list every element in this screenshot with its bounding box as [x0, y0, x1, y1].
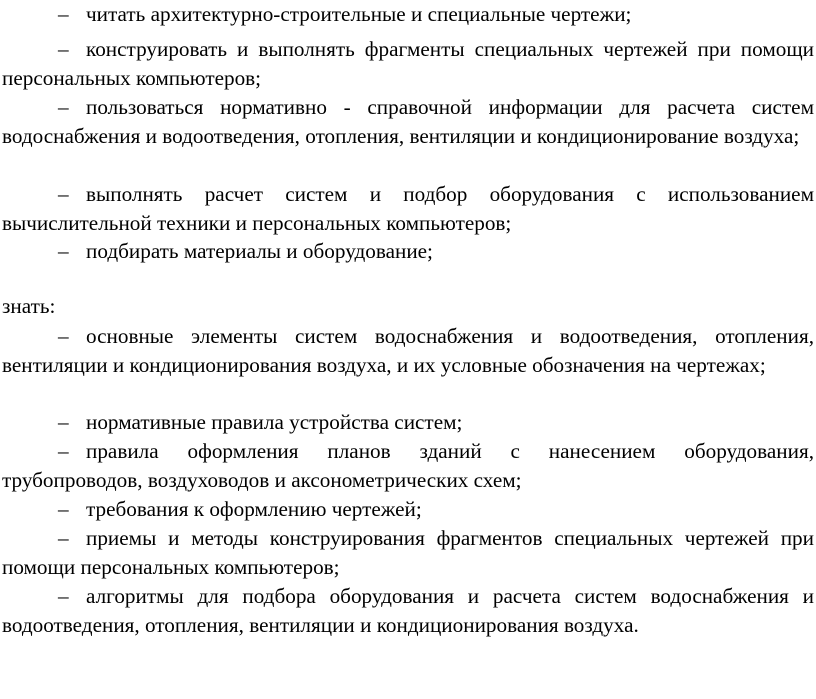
list-item-text: алгоритмы для подбора оборудования и расчета систем водоснабжения и водоотведения, отопления, вентиляции и кондиционирования воздуха.	[2, 584, 814, 637]
list-item-text: конструировать и выполнять фрагменты специальных чертежей при помощи персональных компьютеров;	[2, 37, 814, 90]
skills-list-item	[2, 237, 814, 266]
dash-bullet: –	[58, 497, 69, 521]
dash-bullet: –	[58, 526, 69, 550]
dash-bullet: –	[58, 95, 69, 119]
list-item-text: основные элементы систем водоснабжения и водоотведения, отопления, вентиляции и кондиционирования воздуха, и их условные обозначения на чертежах;	[2, 324, 814, 377]
list-item-text: нормативные правила устройства систем;	[86, 410, 463, 434]
dash-bullet: –	[58, 410, 69, 434]
knowledge-list-item	[2, 437, 814, 495]
dash-bullet: –	[58, 239, 69, 263]
knowledge-list-item	[2, 582, 814, 640]
dash-bullet: –	[58, 324, 69, 348]
dash-bullet: –	[58, 182, 69, 206]
list-item-text: подбирать материалы и оборудование;	[86, 239, 433, 263]
skills-list-item	[2, 35, 814, 93]
know-heading: знать:	[2, 294, 56, 318]
list-item-text: правила оформления планов зданий с нанесением оборудования, трубопроводов, воздуховодов и аксонометрических схем;	[2, 439, 814, 492]
knowledge-list-item	[2, 408, 814, 437]
list-item-text: пользоваться нормативно - справочной информации для расчета систем водоснабжения и водоотведения, отопления, вентиляции и кондиционирование воздуха;	[2, 95, 814, 148]
list-item-text: выполнять расчет систем и подбор оборудования с использованием вычислительной техники и персональных компьютеров;	[2, 182, 814, 235]
list-item-text: приемы и методы конструирования фрагментов специальных чертежей при помощи персональных компьютеров;	[2, 526, 814, 579]
knowledge-list-item	[2, 495, 814, 524]
skills-list-item	[2, 93, 814, 151]
knowledge-list-item	[2, 524, 814, 582]
list-item-text: читать архитектурно-строительные и специальные чертежи;	[86, 2, 632, 26]
dash-bullet: –	[58, 37, 69, 61]
dash-bullet: –	[58, 439, 69, 463]
dash-bullet: –	[58, 584, 69, 608]
dash-bullet: –	[58, 2, 69, 26]
list-item-text: требования к оформлению чертежей;	[86, 497, 422, 521]
skills-list-item	[2, 0, 814, 29]
knowledge-list-item	[2, 322, 814, 380]
skills-list-item	[2, 180, 814, 238]
